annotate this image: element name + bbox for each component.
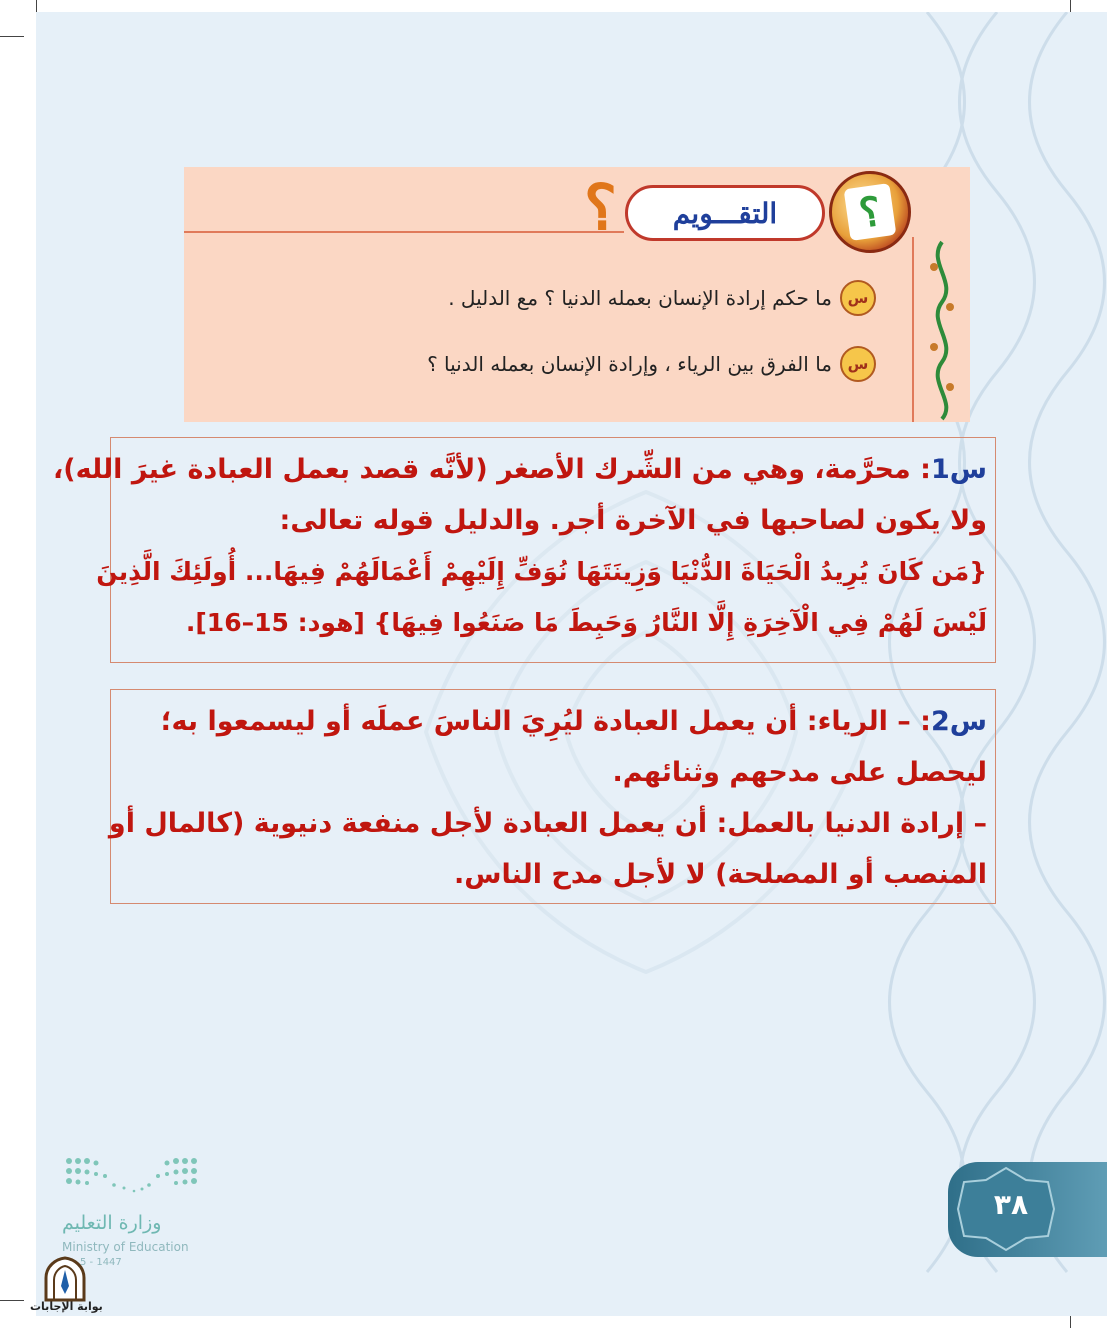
section-title: التقـــويم	[625, 185, 825, 241]
evaluation-question-2	[427, 346, 876, 382]
ministry-logo-icon	[64, 1155, 199, 1197]
badge-question-icon: ؟	[844, 183, 897, 241]
answer-line: ولا يكون لصاحبها في الآخرة أجر. والدليل قوله تعالى:	[279, 505, 987, 536]
question-text: ما حكم إرادة الإنسان بعمله الدنيا ؟ مع الدليل .	[448, 286, 832, 310]
answer-label: س2	[930, 706, 987, 737]
answer-label: س1	[930, 454, 987, 485]
question-bullet-icon: س	[840, 346, 876, 382]
answer-line: س2: – الرياء: أن يعمل العبادة ليُرِيَ الناسَ عملَه أو ليسمعوا به؛	[160, 706, 987, 737]
answer-line: {مَن كَانَ يُرِيدُ الْحَيَاةَ الدُّنْيَا وَزِينَتَهَا نُوَفِّ إِلَيْهِمْ أَعْمَالَهُمْ فِيهَا... أُولَئِكَ الَّذِينَ	[96, 557, 987, 586]
ministry-name-en: Ministry of Education	[62, 1240, 189, 1254]
evaluation-question-1	[448, 280, 876, 316]
ministry-year: 5 - 1447	[80, 1257, 122, 1268]
answer-line: المنصب أو المصلحة) لا لأجل مدح الناس.	[453, 859, 987, 890]
divider-line	[912, 237, 914, 422]
answer-line: س1: محرَّمة، وهي من الشِّرك الأصغر (لأنَّه قصد بعمل العبادة غيرَ الله)،	[53, 454, 987, 485]
portal-name: بوابة الإجابات	[30, 1300, 103, 1313]
evaluation-badge-icon	[829, 171, 911, 253]
divider-line	[184, 231, 624, 233]
page-number: ٣٨	[993, 1188, 1029, 1221]
answer-2-box	[110, 689, 996, 904]
answer-1-box	[53, 437, 996, 663]
evaluation-panel	[184, 167, 970, 422]
ministry-name-ar: وزارة التعليم	[62, 1212, 162, 1234]
question-mark-icon: ؟	[584, 171, 617, 244]
answer-line: لَيْسَ لَهُمْ فِي الْآخِرَةِ إِلَّا النَّارُ وَحَبِطَ مَا صَنَعُوا فِيهَا} [هود: 15–16].	[185, 608, 987, 637]
question-bullet-icon: س	[840, 280, 876, 316]
vine-ornament-icon	[922, 237, 962, 422]
answer-line: ليحصل على مدحهم وثنائهم.	[612, 757, 987, 788]
question-text: ما الفرق بين الرياء ، وإرادة الإنسان بعمله الدنيا ؟	[427, 352, 832, 376]
answer-line: – إرادة الدنيا بالعمل: أن يعمل العبادة لأجل منفعة دنيوية (كالمال أو	[108, 808, 987, 839]
portal-logo-icon	[40, 1256, 90, 1302]
